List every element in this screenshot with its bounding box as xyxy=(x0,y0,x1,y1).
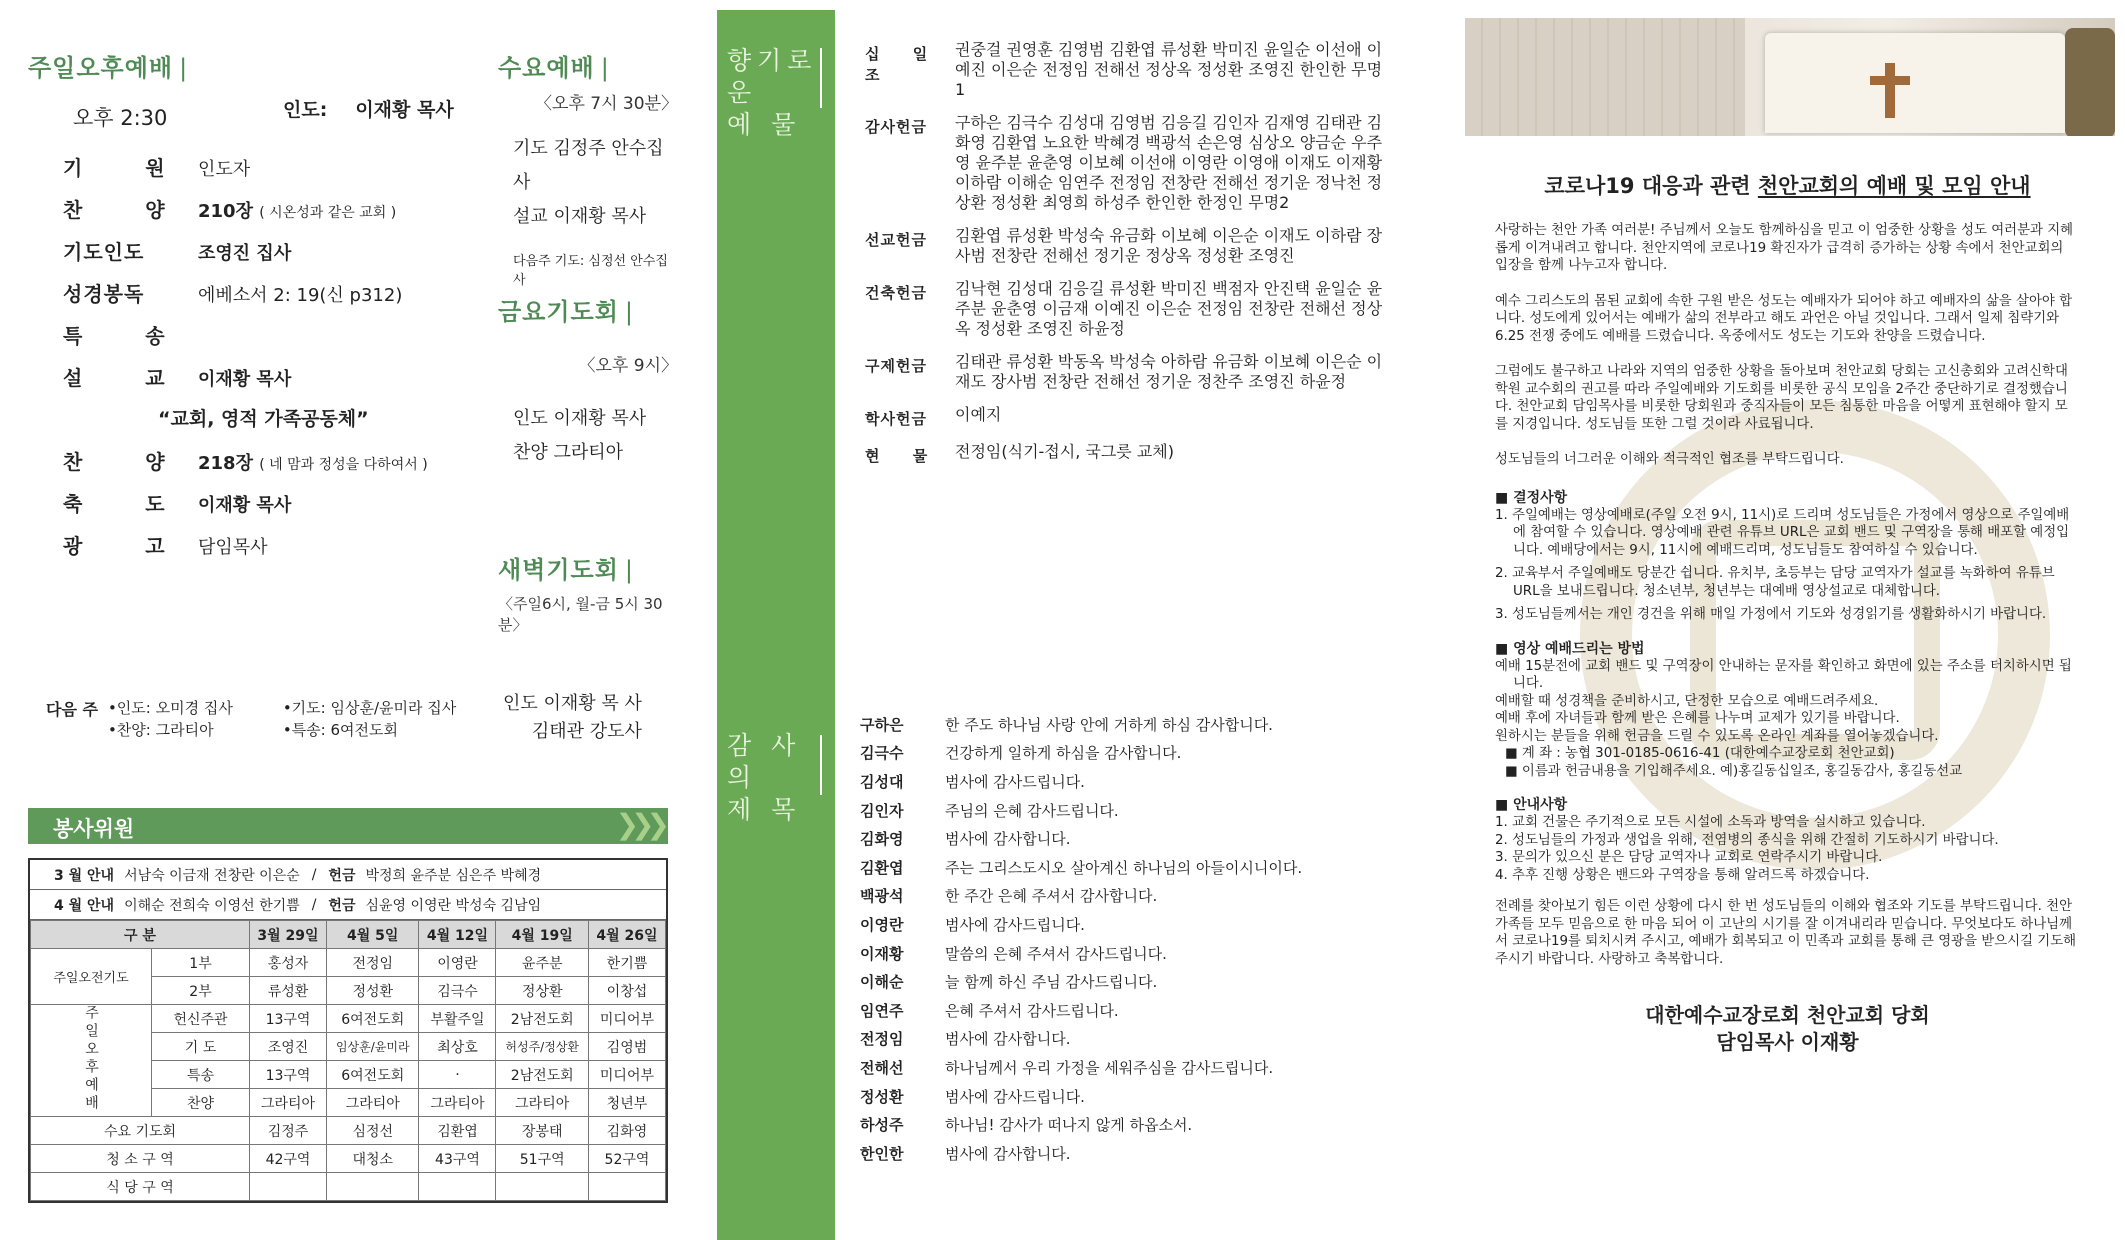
wednesday-title: 수요예배 | xyxy=(498,54,610,82)
dawn-time: 〈주일6시, 월-금 5시 30분〉 xyxy=(498,595,663,634)
table-row: 찬양 그라티아 그라티아 그라티아 그라티아 청년부 xyxy=(31,1089,666,1117)
order-row: 성경봉독 에베소서 2: 19(신 p312) xyxy=(63,282,403,306)
list-item: 김성대 범사에 감사드립니다. xyxy=(860,772,1085,791)
thanks-list xyxy=(860,710,1420,1168)
list-item: 3. 성도님들께서는 개인 경건을 위해 매일 가정에서 기도와 성경읽기를 생활화하시기 바랍니다. xyxy=(1495,607,2047,622)
offering-list xyxy=(865,40,1405,479)
bible-icon xyxy=(1765,33,2065,133)
afternoon-leader: 인도: 이재황 목사 xyxy=(283,99,454,121)
decisions-heading: ■ 결정사항 xyxy=(1495,489,1568,506)
notice-paragraph: 예수 그리스도의 몸된 교회에 속한 구원 받은 성도는 예배자가 되어야 하고 예배자의 삶을 살아야 합니다. 성도에게 있어서는 예배가 삶의 전부라고 해도 과언은 아닐 것입니다. 그래서 일제 침략기와 6.25 전쟁 중에도 예배를 드렸습니다. 옥중에서도 성도는 기도와 찬양을 드렸습니다. xyxy=(1495,293,2073,344)
table-row: 식 당 구 역 xyxy=(31,1173,666,1201)
wednesday-worship xyxy=(498,48,678,288)
sermon-title: “교회, 영적 가족공동체” xyxy=(158,408,369,430)
month-row: 3 월 안내 서남숙 이금재 전창란 이은순 / 헌금 박정희 윤주분 심은주 박혜경 xyxy=(30,860,666,890)
friday-title: 금요기도회 | xyxy=(498,298,635,326)
wednesday-sermon: 설교 이재황 목사 xyxy=(513,206,647,227)
bible-cross-photo xyxy=(1465,18,2115,136)
list-item: 전정임 범사에 감사합니다. xyxy=(860,1030,1071,1049)
guide-heading: ■ 안내사항 xyxy=(1495,797,1568,813)
list-item: 이영란 범사에 감사드립니다. xyxy=(860,915,1085,934)
table-row: 수요 기도회 김정주 심정선 김환엽 장봉태 김화영 xyxy=(31,1117,666,1145)
friday-leader: 인도 이재황 목사 xyxy=(513,408,647,429)
afternoon-worship-title: 주일오후예배 | xyxy=(28,54,189,82)
order-row: 찬 양 218장 ( 네 맘과 정성을 다하여서 ) xyxy=(63,450,428,474)
worship-order-panel xyxy=(28,40,678,1240)
dawn-leaders: 인도 이재황 목 사 김태관 강도사 xyxy=(503,693,642,742)
list-item: 하성주 하나님! 감사가 떠나지 않게 하옵소서. xyxy=(860,1116,1193,1135)
list-item: 임연주 은혜 주셔서 감사드립니다. xyxy=(860,1001,1119,1020)
order-row: 기 원 인도자 xyxy=(63,156,251,180)
offering-row: 선교헌금 김환엽 류성환 박성숙 유금화 이보혜 이은순 이재도 이하람 장사범 전창란 전해선 정기운 정상옥 정성환 조영진 xyxy=(865,226,1383,265)
volunteers-banner: 봉사위원 ❯❯❯ xyxy=(28,808,668,844)
notice-paragraph: 성도님들의 너그러운 이해와 적극적인 협조를 부탁드립니다. xyxy=(1495,452,1844,467)
list-item: 4. 추후 진행 상황은 밴드와 구역장을 통해 알려드록 하겠습니다. xyxy=(1495,867,1870,883)
list-item: 김인자 주님의 은혜 감사드립니다. xyxy=(860,801,1119,820)
friday-time: 〈오후 9시〉 xyxy=(578,356,678,376)
volunteer-grid xyxy=(30,920,666,1201)
order-row: 기도인도 조영진 집사 xyxy=(63,240,292,264)
list-item: 김극수 건강하게 일하게 하심을 감사합니다. xyxy=(860,744,1182,763)
next-week-info: 다음 주 •인도: 오미경 집사 •찬양: 그라티아 •기도: 임상훈/윤미라 집사 •특송: 6여전도회 xyxy=(46,699,457,739)
notice-paragraph: 그럼에도 불구하고 나라와 지역의 엄중한 상황을 돌아보며 천안교회 당회는 고신총회와 고려신학대학원 교수회의 권고를 따라 주일예배와 기도회를 비롯한 공식 모임을 2주간 중단하기로 결정했습니다. 천안교회 담임목사를 비롯한 당회원과 중직자들이 모든 침통한 마음을 어떻게 표현해야 할지 모를 지경입니다. 성도님들 또한 그럴 것이라 사료됩니다. xyxy=(1495,364,2068,432)
list-item: 예배할 때 성경책을 준비하시고, 단정한 모습으로 예배드려주세요. xyxy=(1495,693,1879,709)
order-row: 설 교 이재황 목사 xyxy=(63,366,292,390)
volunteers-table xyxy=(28,858,668,1203)
table-row: 2부 류성환 정성환 김극수 정상환 이창섭 xyxy=(31,977,666,1005)
offering-row: 건축헌금 김낙현 김성대 김응길 류성환 박미진 백점자 안진택 윤일순 윤주분 윤춘영 이금재 이예진 이은순 전정임 전창란 전해선 정상옥 정성환 조영진 하윤정 xyxy=(865,279,1383,338)
chevron-right-icon: ❯❯❯ xyxy=(615,808,662,841)
list-item: 원하시는 분들을 위해 헌금을 드릴 수 있도록 온라인 계좌를 열어놓겠습니다. xyxy=(1495,728,1939,744)
offering-row: 구제헌금 김태관 류성환 박동옥 박성숙 아하람 유금화 이보혜 이은순 이재도 장사범 전창란 전해선 정기운 정찬주 조영진 하윤정 xyxy=(865,352,1383,391)
notice-signature: 대한예수교장로회 천안교회 당회 담임목사 이재황 xyxy=(1645,1003,1930,1054)
offering-row: 십 일 조 권중걸 권영훈 김영범 김환엽 류성환 박미진 윤일순 이선애 이예진 이은순 전정임 전해선 정상옥 정성환 조영진 한인한 무명1 xyxy=(865,40,1383,99)
thanks-heading: 감 사 의 제 목 xyxy=(727,731,802,824)
month-row: 4 월 안내 이해순 전희숙 이영선 한기쁨 / 헌금 심윤영 이영란 박성숙 김남임 xyxy=(30,890,666,920)
list-item: 2. 성도님들의 가정과 생업을 위해, 전염병의 종식을 위해 간절히 기도하시기 바랍니다. xyxy=(1495,832,1999,848)
list-item: 1. 주일예배는 영상예배로(주일 오전 9시, 11시)로 드리며 성도님들은 가정에서 영상으로 주일예배에 참여할 수 있습니다. 영상예배 관련 유튜브 URL은 교회 밴드 및 구역장을 통해 배포할 예정입니다. 예배당에서는 9시, 11시에 예배드리며, 성도님들도 참여하실 수 있습니다. xyxy=(1495,507,2070,558)
offering-row: 감사헌금 구하은 김극수 김성대 김영범 김응길 김인자 김재영 김태관 김화영 김환엽 노요한 박혜경 백광석 손은영 심상오 양금순 우주영 윤주분 윤춘영 이보혜 이선애 이영란 이영애 이재도 이재황 이하람 이해순 임연주 전정임 전창란 전해선 정기운 정낙천 정상환 정성환 최영희 하성주 한인한 한정인 무명2 xyxy=(865,113,1383,212)
order-row: 특 송 xyxy=(63,324,193,348)
list-item: 예배 후에 자녀들과 함께 받은 은혜를 나누며 교제가 있기를 바랍니다. xyxy=(1495,711,1900,726)
dawn-prayer xyxy=(498,550,678,635)
list-item: 김환엽 주는 그리스도시오 살아계신 하나님의 아들이시니이다. xyxy=(860,858,1303,877)
list-item: 1. 교회 건물은 주기적으로 모든 시설에 소독과 방역을 실시하고 있습니다. xyxy=(1495,815,1926,830)
list-item: 전해선 하나님께서 우리 가정을 세워주심을 감사드립니다. xyxy=(860,1058,1274,1077)
dawn-title: 새벽기도회 | xyxy=(498,556,635,584)
divider xyxy=(820,735,822,795)
order-row: 축 도 이재황 목사 xyxy=(63,492,292,516)
table-row: 청 소 구 역 42구역 대청소 43구역 51구역 52구역 xyxy=(31,1145,666,1173)
list-item: 구하은 한 주도 하나님 사랑 안에 거하게 하심 감사합니다. xyxy=(860,715,1273,734)
list-item: 3. 문의가 있으신 분은 담당 교역자나 교회로 연락주시기 바랍니다. xyxy=(1495,850,1883,865)
order-row: 광 고 담임목사 xyxy=(63,534,268,558)
table-row: 주일오전기도 1부 홍성자 전정임 이영란 윤주분 한기쁨 xyxy=(31,949,666,977)
video-heading: ■ 영상 예배드리는 방법 xyxy=(1495,640,1645,657)
offering-heading: 향기로운 예 물 xyxy=(727,46,818,139)
section-strip xyxy=(717,10,835,1240)
table-row: 주일오후예배 헌신주관 13구역 6여전도회 부활주일 2남전도회 미디어부 xyxy=(31,1005,666,1033)
list-item: 백광석 한 주간 은혜 주셔서 감사합니다. xyxy=(860,887,1158,906)
order-row: 찬 양 210장 ( 시온성과 같은 교회 ) xyxy=(63,198,397,222)
list-item: 김화영 범사에 감사합니다. xyxy=(860,830,1071,849)
list-item: 2. 교육부서 주일예배도 당분간 쉽니다. 유치부, 초등부는 담당 교역자가 설교를 녹화하여 유튜브 URL을 보내드립니다. 청소년부, 청년부는 대예배 영상설교로 대체합니다. xyxy=(1495,566,2055,599)
notice-intro: 사랑하는 천안 가족 여러분! 주님께서 오늘도 함께하심을 믿고 이 엄중한 상황을 성도 여러분과 지혜롭게 이겨내려고 합니다. 천안지역에 코로나19 확진자가 급격히 증가하는 상황 속에서 천안교회의 입장을 함께 나누고자 합니다. xyxy=(1495,223,2074,273)
friday-prayer xyxy=(498,292,678,470)
wednesday-prayer: 기도 김정주 안수집사 xyxy=(513,138,664,193)
cross-icon xyxy=(1885,63,1895,118)
offering-row: 현 물 전정임(식기-접시, 국그릇 교체) xyxy=(865,442,1174,465)
list-item: 한인한 범사에 감사합니다. xyxy=(860,1144,1071,1163)
bank-account: ■ 계 좌 : 농협 301-0185-0616-41 (대한예수교장로회 천안교회) xyxy=(1505,746,1895,761)
wednesday-next: 다음주 기도: 심정선 안수집사 xyxy=(513,254,668,288)
wednesday-time: 〈오후 7시 30분〉 xyxy=(535,94,678,114)
notice-closing: 전례를 찾아보기 힘든 이런 상황에 다시 한 번 성도님들의 이해와 협조와 기도를 부탁드립니다. 천안 가족들 모두 믿음으로 한 마음 되어 이 고난의 시기를 잘 이겨내리라 믿습니다. 무엇보다도 하나님께서 코로나19를 퇴치시켜 주시고, 예배가 회복되고 이 민족과 교회를 통해 큰 영광을 받으시길 기도해주시기 바랍니다. 사랑하고 축복합니다. xyxy=(1495,899,2077,967)
list-item: 이해순 늘 함께 하신 주님 감사드립니다. xyxy=(860,973,1158,992)
table-row: 특송 13구역 6여전도회 · 2남전도회 미디어부 xyxy=(31,1061,666,1089)
offering-row: 학사헌금 이예지 xyxy=(865,405,1002,428)
covid-notice xyxy=(1495,170,2080,1056)
worship-order-list xyxy=(63,152,513,572)
afternoon-time: 오후 2:30 xyxy=(73,106,168,130)
notice-title: 코로나19 대응과 관련 천안교회의 예배 및 모임 안내 xyxy=(1544,174,2031,198)
friday-praise: 찬양 그라티아 xyxy=(513,442,624,463)
list-item: 이재황 말씀의 은혜 주셔서 감사드립니다. xyxy=(860,944,1167,963)
list-item: 예배 15분전에 교회 밴드 및 구역장이 안내하는 문자를 확인하고 화면에 있는 주소를 터치하시면 됩니다. xyxy=(1495,658,2072,691)
grid-header: 구 분 3월 29일 4월 5일 4월 12일 4월 19일 4월 26일 xyxy=(31,921,666,949)
list-item: 정성환 범사에 감사드립니다. xyxy=(860,1087,1085,1106)
table-row: 기 도 조영진 임상훈/윤미라 최상호 허성주/정상환 김영범 xyxy=(31,1033,666,1061)
divider xyxy=(820,48,822,108)
list-item: ■ 이름과 헌금내용을 기입해주세요. 예)홍길동십일조, 홍길동감사, 홍길동선교 xyxy=(1505,763,1963,779)
